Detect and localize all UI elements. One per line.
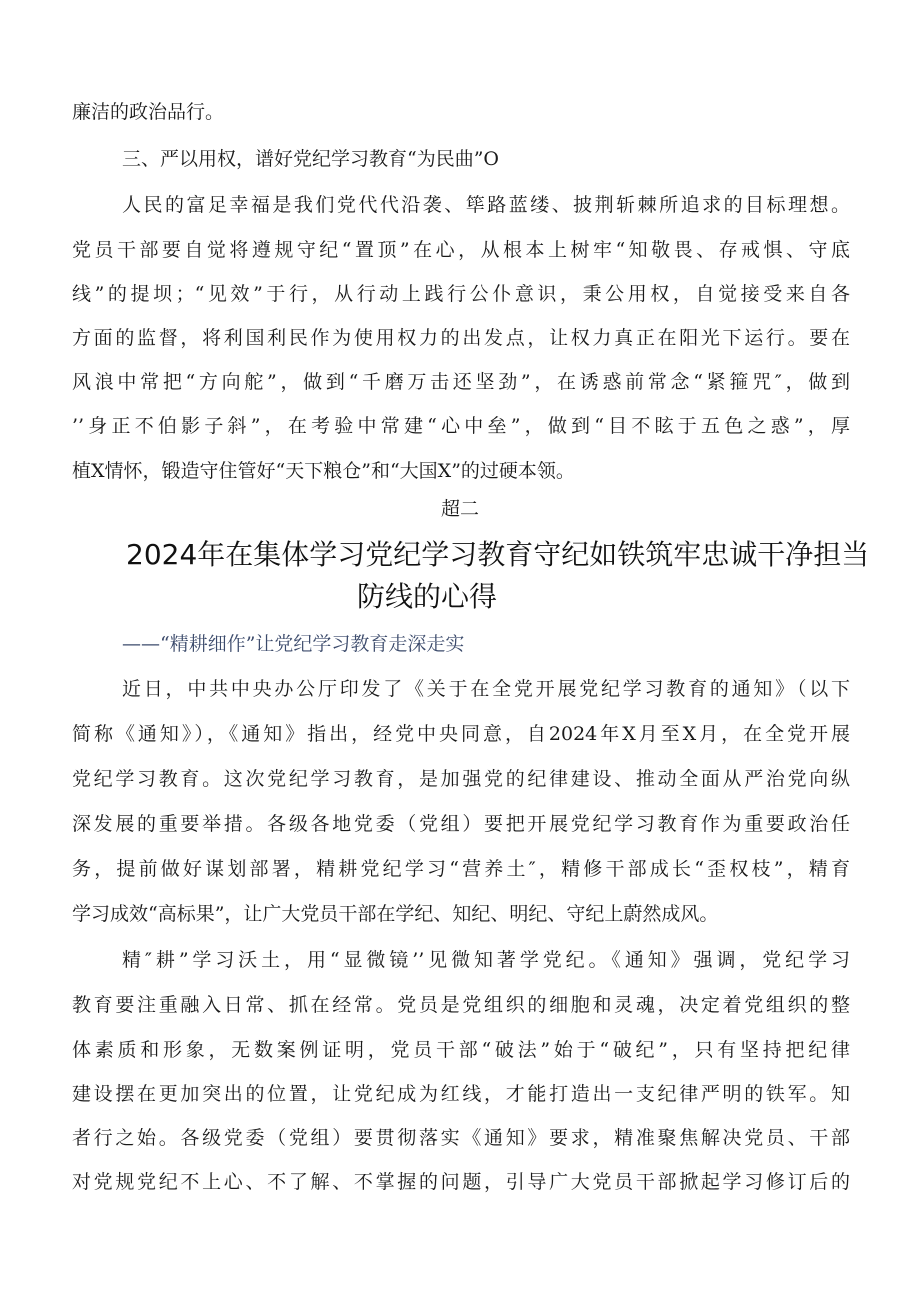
text-line: 对党规党纪不上心、不了解、不掌握的问题，引导广大党员干部掀起学习修订后的: [72, 1171, 850, 1193]
text-line: 近日，中共中央办公厅印发了《关于在全党开展党纪学习教育的通知》（以下: [122, 678, 850, 700]
text-line: 学习成效“高标果”，让广大党员干部在学纪、知纪、明纪、守纪上蔚然成风。: [72, 903, 719, 925]
text-line: 教育要注重融入日常、抓在经常。党员是党组织的细胞和灵魂，决定着党组织的整: [72, 994, 850, 1016]
text-line: 精″耕”学习沃土，用“显微镜’’见微知著学党纪。《通知》强调，党纪学习: [122, 949, 850, 971]
text-line: 风浪中常把“方向舵”，做到“千磨万击还坚劲”，在诱惑前常念“紧箍咒″，做到: [72, 371, 850, 393]
text-line: 简称《通知》），《通知》指出，经党中央同意，自2024年X月至X月，在全党开展: [72, 723, 850, 745]
text-line: ’’身正不伯影子斜”，在考验中常建“心中垒”，做到“目不眩于五色之惑”，厚: [72, 415, 850, 437]
text-line: 植X情怀，锻造守住管好“天下粮仓”和“大国X”的过硬本领。: [72, 460, 575, 482]
document-title-line-2: 防线的心得: [357, 580, 498, 613]
section-label: 超二: [440, 498, 479, 520]
text-line: 廉洁的政治品行。: [72, 101, 225, 123]
text-line: 线”的提坝；“见效”于行，从行动上践行公仆意识，秉公用权，自觉接受来自各: [72, 283, 850, 305]
text-line: 党纪学习教育。这次党纪学习教育，是加强党的纪律建设、推动全面从严治党向纵: [72, 768, 850, 790]
document-title-line-1: 2024年在集体学习党纪学习教育守纪如铁筑牢忠诚干净担当: [126, 538, 870, 571]
section-heading: 三、严以用权，谱好党纪学习教育“为民曲”O: [122, 148, 500, 170]
text-line: 体素质和形象，无数案例证明，党员干部“破法”始于“破纪”，只有坚持把纪律: [72, 1039, 850, 1061]
text-line: 人民的富足幸福是我们党代代沿袭、筚路蓝缕、披荆斩棘所追求的目标理想。: [122, 194, 850, 216]
text-line: 务，提前做好谋划部署，精耕党纪学习“营养土″，精修干部成长“歪权枝”，精育: [72, 858, 850, 880]
text-line: 深发展的重要举措。各级各地党委（党组）要把开展党纪学习教育作为重要政治任: [72, 813, 850, 835]
text-line: 党员干部要自觉将遵规守纪“置顶”在心，从根本上树牢“知敬畏、存戒惧、守底: [72, 239, 850, 261]
text-line: 建设摆在更加突出的位置，让党纪成为红线，才能打造出一支纪律严明的铁军。知: [72, 1083, 850, 1105]
text-line: 者行之始。各级党委（党组）要贯彻落实《通知》要求，精准聚焦解决党员、干部: [72, 1127, 850, 1149]
document-subtitle: ——“精耕细作”让党纪学习教育走深走实: [122, 633, 465, 655]
text-line: 方面的监督，将利国利民作为使用权力的出发点，让权力真正在阳光下运行。要在: [72, 327, 850, 349]
